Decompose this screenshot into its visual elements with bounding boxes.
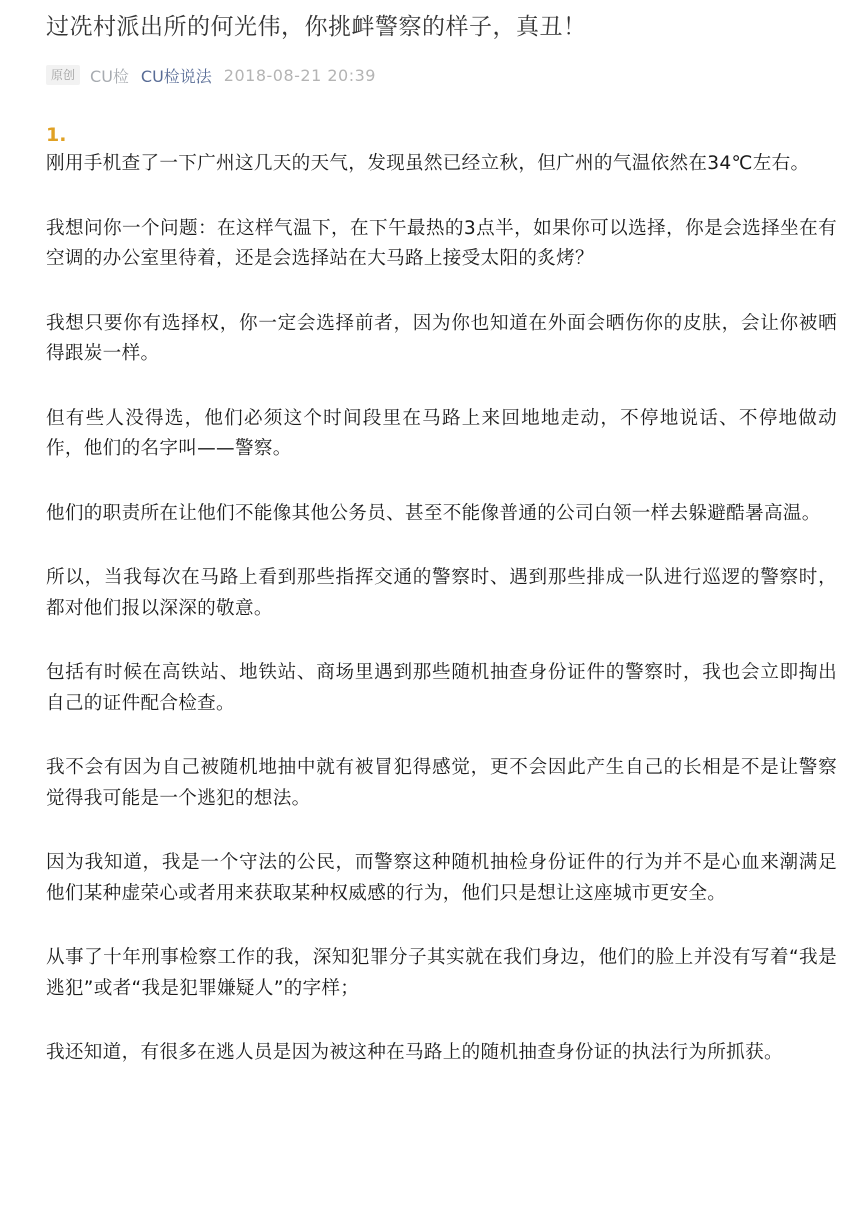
paragraph: 但有些人没得选，他们必须这个时间段里在马路上来回地地走动，不停地说话、不停地做动作，他们的名字叫——警察。 [46,407,837,459]
article-title: 过冼村派出所的何光伟，你挑衅警察的样子，真丑！ [46,14,587,40]
paragraph: 因为我知道，我是一个守法的公民，而警察这种随机抽检身份证件的行为并不是心血来潮满足他们某种虚荣心或者用来获取某种权威感的行为，他们只是想让这座城市更安全。 [46,852,837,904]
article-body [46,121,837,1069]
paragraph: 所以，当我每次在马路上看到那些指挥交通的警察时、遇到那些排成一队进行巡逻的警察时，都对他们报以深深的敬意。 [46,567,837,619]
paragraph: 从事了十年刑事检察工作的我，深知犯罪分子其实就在我们身边，他们的脸上并没有写着“我是逃犯”或者“我是犯罪嫌疑人”的字样； [46,947,837,999]
original-badge: 原创 [46,65,80,85]
paragraph: 刚用手机查了一下广州这几天的天气，发现虽然已经立秋，但广州的气温依然在34℃左右。 [46,153,810,174]
paragraph: 我还知道，有很多在逃人员是因为被这种在马路上的随机抽查身份证的执法行为所抓获。 [46,1042,783,1063]
publish-date: 2018-08-21 20:39 [223,65,376,85]
paragraph: 他们的职责所在让他们不能像其他公务员、甚至不能像普通的公司白领一样去躲避酷暑高温。 [46,502,821,524]
article-meta [46,62,837,88]
author-name: CU检 [90,66,129,86]
paragraph: 包括有时候在高铁站、地铁站、商场里遇到那些随机抽查身份证件的警察时，我也会立即掏出自己的证件配合检查。 [46,662,837,714]
paragraph: 我不会有因为自己被随机地抽中就有被冒犯得感觉，更不会因此产生自己的长相是不是让警察觉得我可能是一个逃犯的想法。 [46,757,837,809]
section-number: 1. [46,124,67,146]
paragraph: 我想只要你有选择权，你一定会选择前者，因为你也知道在外面会晒伤你的皮肤，会让你被晒得跟炭一样。 [46,312,837,364]
paragraph: 我想问你一个问题：在这样气温下，在下午最热的3点半，如果你可以选择，你是会选择坐在有空调的办公室里待着，还是会选择站在大马路上接受太阳的炙烤？ [46,217,837,269]
account-link[interactable]: CU检说法 [140,66,212,86]
